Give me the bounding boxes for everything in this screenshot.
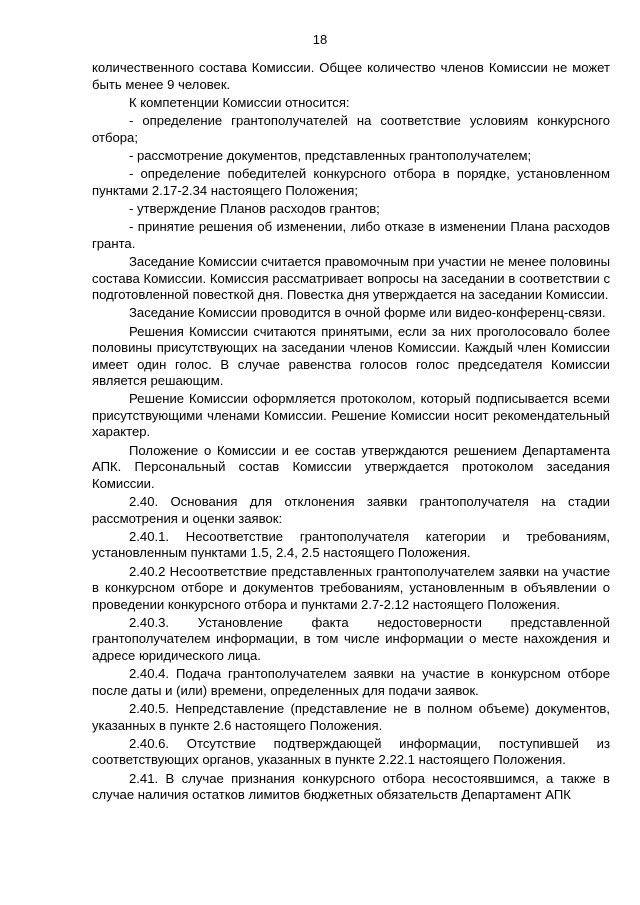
subsection-paragraph: 2.40.1. Несоответствие грантополучателя категории и требованиям, установленным пунктами 1.5, 2.4, 2.5 настоящего Положения.	[92, 528, 610, 561]
paragraph: количественного состава Комиссии. Общее количество членов Комиссии не может быть менее 9 человек.	[92, 60, 610, 92]
paragraph: Положение о Комиссии и ее состав утверждаются решением Департамента АПК. Персональный состав Комиссии утверждается протоколом заседания Комиссии.	[92, 442, 610, 491]
paragraph: К компетенции Комиссии относится:	[129, 94, 350, 110]
subsection-paragraph: 2.40.3. Установление факта недостоверности представленной грантополучателем информации, в том числе информации о месте нахождения и адресе юридического лица.	[92, 614, 610, 663]
section-paragraph: 2.41. В случае признания конкурсного отбора несостоявшимся, а также в случае наличия остатков лимитов бюджетных обязательств Департамент АПК	[92, 770, 610, 803]
paragraph: Решение Комиссии оформляется протоколом, который подписывается всеми присутствующими членами Комиссии. Решение Комиссии носит рекомендательный характер.	[92, 391, 610, 440]
paragraph: Заседание Комиссии считается правомочным при участии не менее половины состава Комиссии. Комиссия рассматривает вопросы на заседании в соответствии с подготовленной повесткой дня. Повестка дня утверждается на заседании Комиссии.	[92, 254, 610, 303]
paragraph: Решения Комиссии считаются принятыми, если за них проголосовало более половины присутствующих на заседании членов Комиссии. Каждый член Комиссии имеет один голос. В случае равенства голосов голос председателя Комиссии является решающим.	[92, 323, 610, 389]
section-paragraph: 2.40. Основания для отклонения заявки грантополучателя на стадии рассмотрения и оценки заявок:	[92, 494, 610, 526]
subsection-paragraph: 2.40.2 Несоответствие представленных грантополучателем заявки на участие в конкурсном отборе и документов требованиям, установленным в объявлении о проведении конкурсного отбора и пунктами 2.7-2.12 настоящего Положения.	[92, 563, 610, 612]
list-item: - утверждение Планов расходов грантов;	[129, 200, 380, 216]
paragraph: Заседание Комиссии проводится в очной форме или видео-конференц-связи.	[129, 305, 606, 321]
document-body	[92, 60, 610, 805]
subsection-paragraph: 2.40.6. Отсутствие подтверждающей информации, поступившей из соответствующих органов, указанных в пункте 2.22.1 настоящего Положения.	[92, 735, 610, 768]
page-number: 18	[312, 32, 328, 47]
list-item: - принятие решения об изменении, либо отказе в изменении Плана расходов гранта.	[92, 219, 610, 251]
subsection-paragraph: 2.40.5. Непредставление (представление не в полном объеме) документов, указанных в пункте 2.6 настоящего Положения.	[92, 701, 610, 733]
list-item: - определение победителей конкурсного отбора в порядке, установленном пунктами 2.17-2.34 настоящего Положения;	[92, 166, 610, 198]
list-item: - рассмотрение документов, представленных грантополучателем;	[129, 147, 532, 163]
list-item: - определение грантополучателей на соответствие условиям конкурсного отбора;	[92, 113, 610, 145]
subsection-paragraph: 2.40.4. Подача грантополучателем заявки на участие в конкурсном отборе после даты и (или) времени, определенных для подачи заявок.	[92, 666, 610, 698]
